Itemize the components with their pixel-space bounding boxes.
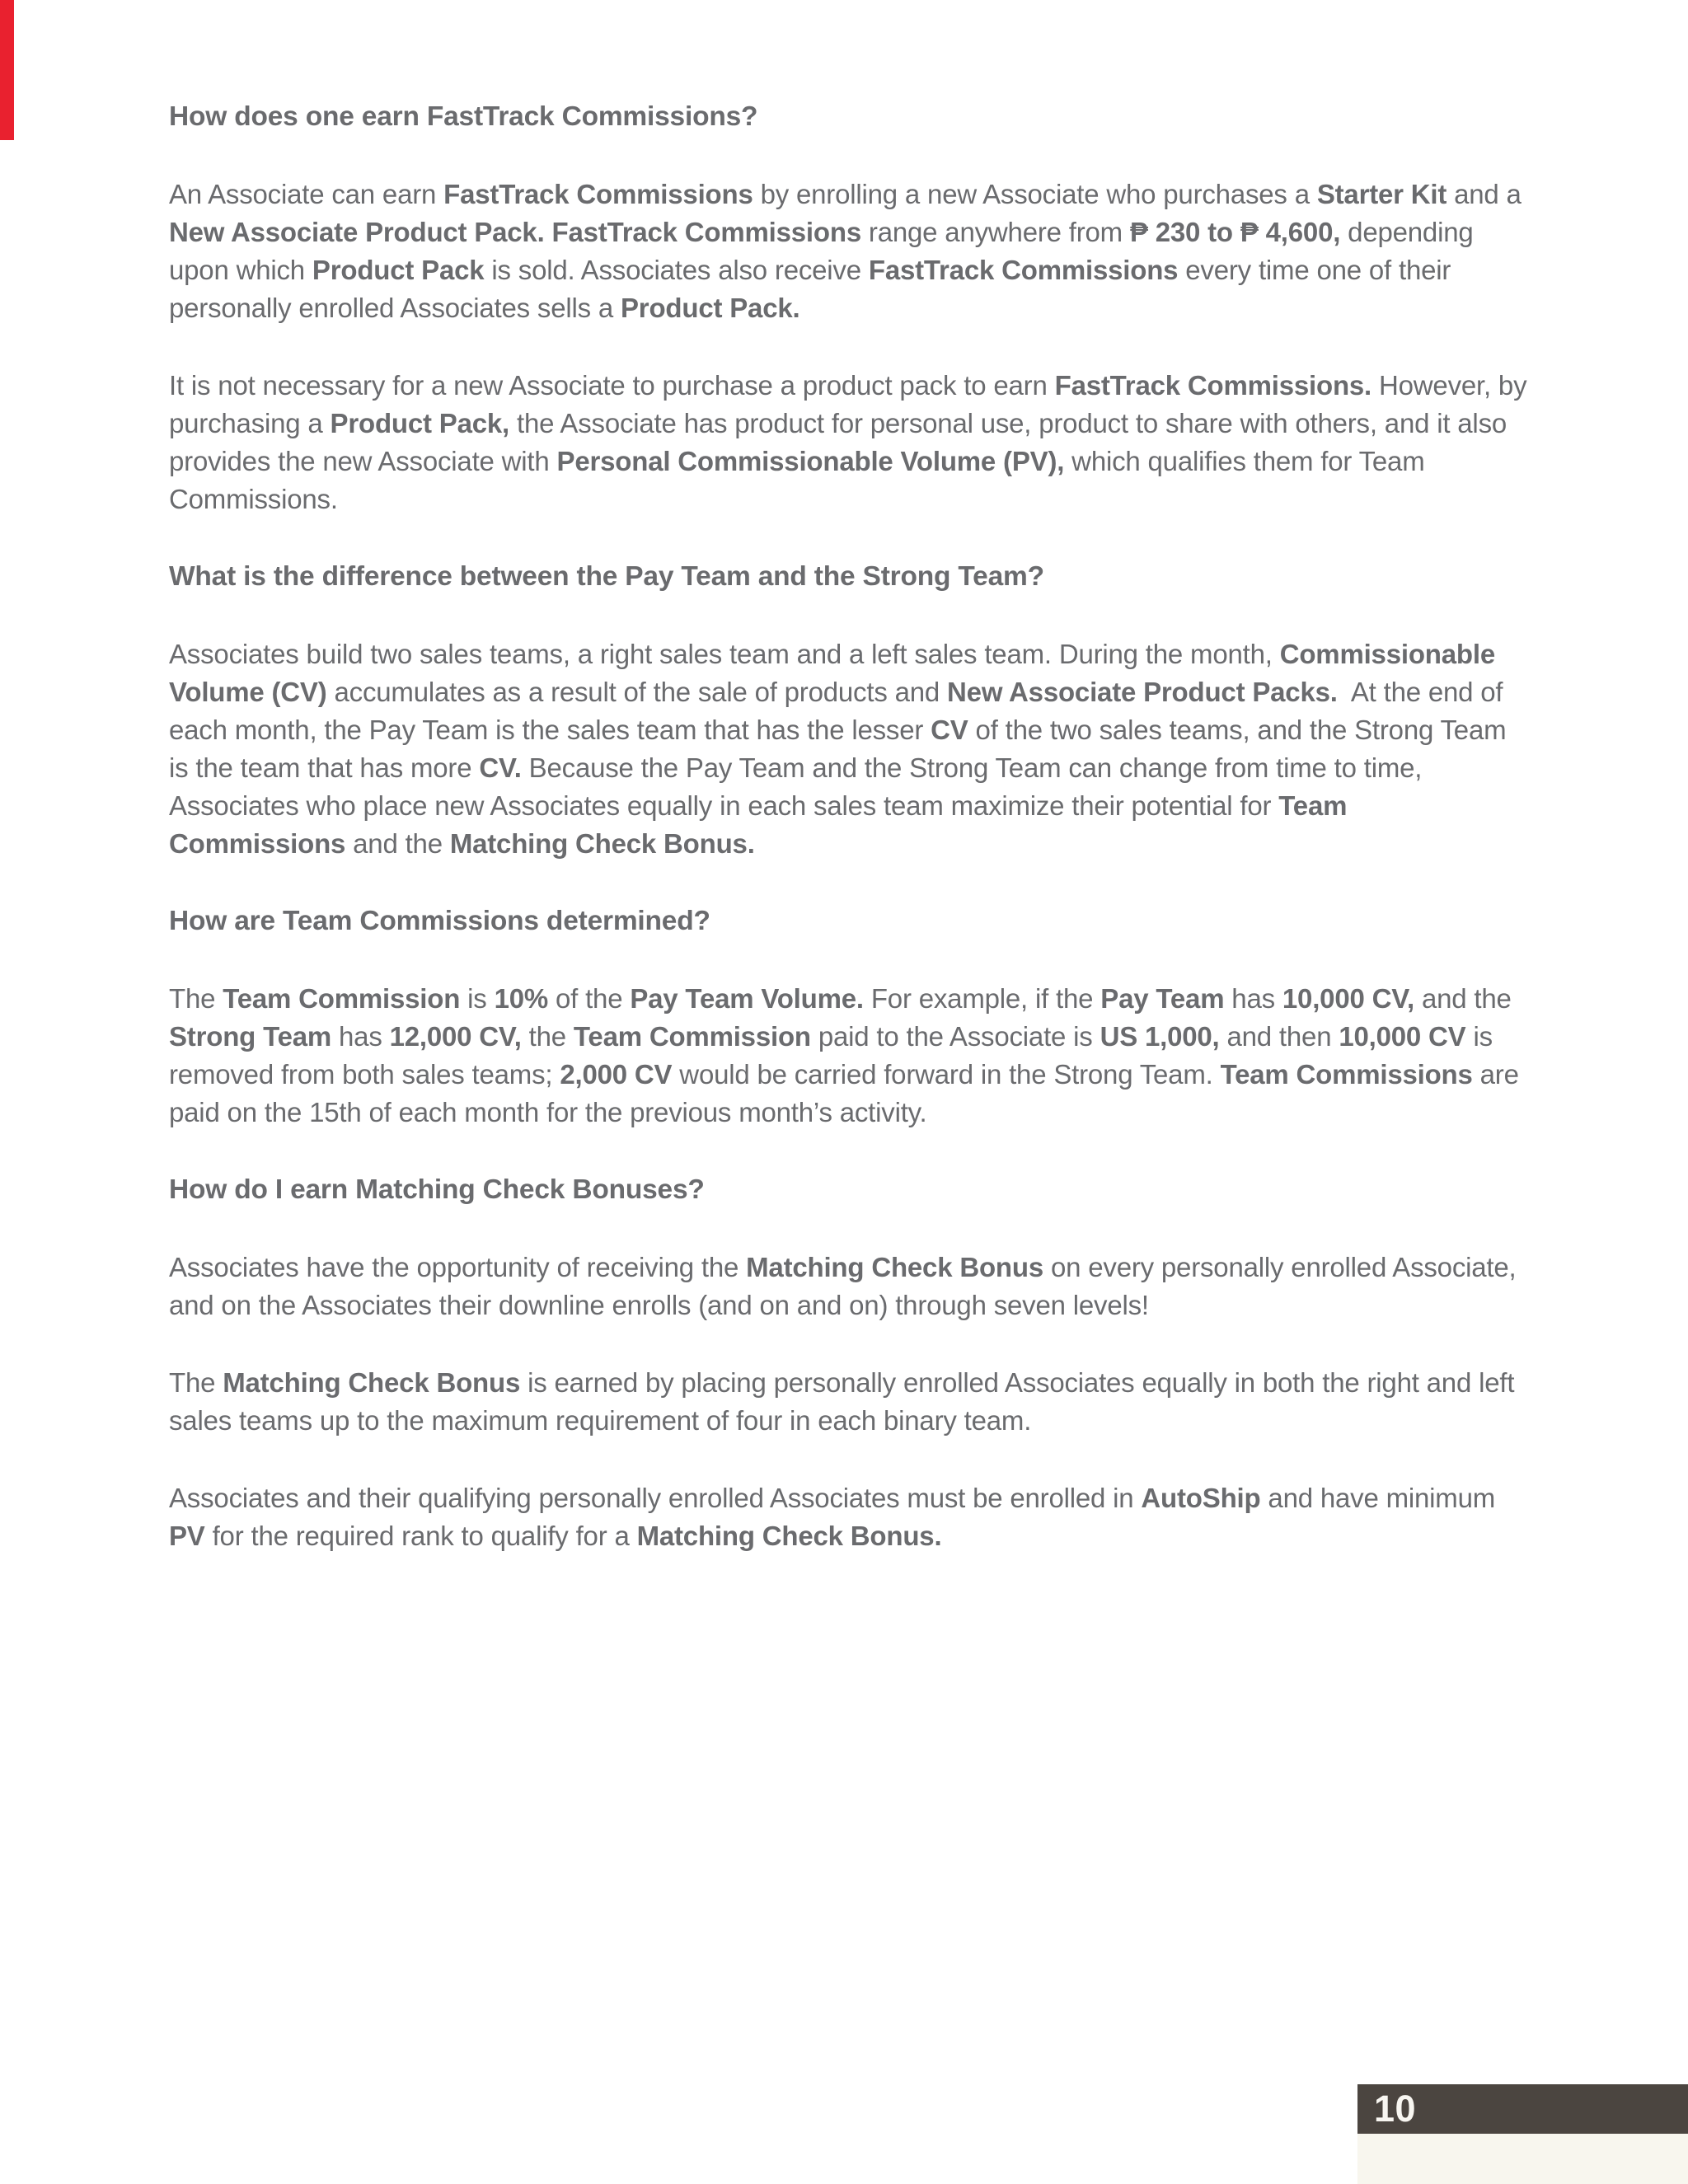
text-run: The (169, 983, 223, 1014)
text-run: Associates and their qualifying personally enrolled Associates must be enrolled in (169, 1483, 1142, 1513)
text-run: every time one of their personally enrolled Associates sells a (169, 255, 1451, 323)
bold-text-run: ₱ 230 to ₱ 4,600, (1129, 217, 1341, 247)
bold-text-run: Team Commissions (169, 790, 1348, 859)
heading-pay-team-vs-strong-team (169, 558, 1529, 596)
text-run: the (521, 1021, 574, 1052)
paragraph-matching-check-bonus-levels (169, 1249, 1529, 1324)
text-run: range anywhere from (860, 217, 1130, 247)
bold-text-run: What is the difference between the Pay Team and the Strong Team? (169, 561, 1044, 592)
bold-text-run: Team Commission (573, 1021, 811, 1052)
bold-text-run: FastTrack Commissions. (1054, 370, 1372, 401)
bold-text-run: New Associate Product Packs. (947, 677, 1338, 707)
bold-text-run: Matching Check Bonus (223, 1367, 521, 1398)
bold-text-run: Starter Kit (1316, 179, 1447, 209)
paragraph-fasttrack-earning (169, 176, 1529, 327)
text-run: The (169, 1367, 223, 1398)
bold-text-run: CV (931, 715, 968, 745)
text-run: which qualifies them for Team Commissions. (169, 446, 1425, 514)
text-run: paid to the Associate is (810, 1021, 1100, 1052)
text-run: would be carried forward in the Strong Team. (672, 1059, 1221, 1090)
bold-text-run: PV (169, 1521, 205, 1551)
page-number: 10 (1374, 2088, 1417, 2130)
bold-text-run: Team Commissions (1220, 1059, 1473, 1090)
text-run: is (460, 983, 495, 1014)
bold-text-run: New Associate Product Pack. FastTrack Commissions (169, 217, 861, 247)
text-run: is earned by placing personally enrolled Associates equally in both the right and left sales teams up to the maximum requirement of four in each binary team. (169, 1367, 1515, 1436)
bold-text-run: Matching Check Bonus (746, 1252, 1043, 1282)
bold-text-run: 12,000 CV, (389, 1021, 522, 1052)
bold-text-run: US 1,000, (1100, 1021, 1220, 1052)
text-run: and the (1414, 983, 1512, 1014)
paragraph-team-commission-example (169, 980, 1529, 1132)
text-run: For example, if the (863, 983, 1101, 1014)
paragraph-product-pack-optional (169, 367, 1529, 518)
text-run: and a (1447, 179, 1522, 209)
bold-text-run: How does one earn FastTrack Commissions? (169, 101, 758, 132)
accent-stripe (0, 0, 14, 140)
text-run: for the required rank to qualify for a (204, 1521, 637, 1551)
page-number-box (1357, 2084, 1688, 2134)
text-run: on every personally enrolled Associate, and on the Associates their downline enrolls (and on and on) through seven levels! (169, 1252, 1517, 1320)
bold-text-run: Product Pack, (330, 408, 510, 438)
heading-team-commissions-determined (169, 902, 1529, 940)
bold-text-run: Pay Team Volume. (630, 983, 864, 1014)
text-run: are paid on the 15th of each month for the previous month’s activity. (169, 1059, 1519, 1127)
text-run: An Associate can earn (169, 179, 444, 209)
bold-text-run: FastTrack Commissions (443, 179, 753, 209)
text-run: Associates have the opportunity of receiving the (169, 1252, 747, 1282)
text-run: Because the Pay Team and the Strong Team can change from time to time, Associates who place new Associates equally in each sales team maximize their potential for (169, 752, 1423, 821)
page-content (169, 98, 1529, 1595)
paragraph-two-sales-teams (169, 635, 1529, 863)
paragraph-matching-check-bonus-earning (169, 1364, 1529, 1440)
bold-text-run: FastTrack Commissions (868, 255, 1179, 285)
bold-text-run: Pay Team (1100, 983, 1225, 1014)
bold-text-run: Team Commission (223, 983, 461, 1014)
bold-text-run: Matching Check Bonus. (449, 828, 755, 859)
paragraph-autoship-requirement (169, 1479, 1529, 1555)
bold-text-run: How are Team Commissions determined? (169, 906, 710, 936)
bold-text-run: 10,000 CV, (1282, 983, 1414, 1014)
text-run: and the (345, 828, 450, 859)
bold-text-run: CV. (479, 752, 522, 783)
text-run: It is not necessary for a new Associate to purchase a product pack to earn (169, 370, 1055, 401)
bold-text-run: How do I earn Matching Check Bonuses? (169, 1174, 705, 1205)
text-run: and have minimum (1260, 1483, 1496, 1513)
bold-text-run: Strong Team (169, 1021, 332, 1052)
bold-text-run: Product Pack (312, 255, 485, 285)
text-run: is removed from both sales teams; (169, 1021, 1493, 1090)
bold-text-run: 10,000 CV (1339, 1021, 1466, 1052)
bold-text-run: Personal Commissionable Volume (PV), (556, 446, 1065, 476)
text-run: However, by purchasing a (169, 370, 1527, 438)
bold-text-run: 10% (494, 983, 549, 1014)
text-run: by enrolling a new Associate who purchases a (753, 179, 1317, 209)
text-run: has (331, 1021, 390, 1052)
text-run: Associates build two sales teams, a right sales team and a left sales team. During the month, (169, 639, 1280, 669)
bold-text-run: Product Pack. (621, 293, 800, 323)
text-run: At the end of each month, the Pay Team is the sales team that has the lesser (169, 677, 1503, 745)
bold-text-run: AutoShip (1141, 1483, 1261, 1513)
bold-text-run: Matching Check Bonus. (636, 1521, 942, 1551)
text-run: and then (1219, 1021, 1339, 1052)
text-run: accumulates as a result of the sale of products and (326, 677, 948, 707)
bold-text-run: Commissionable Volume (CV) (169, 639, 1495, 707)
text-run: has (1224, 983, 1282, 1014)
heading-matching-check-bonuses (169, 1171, 1529, 1209)
bold-text-run: 2,000 CV (560, 1059, 673, 1090)
text-run: of the two sales teams, and the Strong Team is the team that has more (169, 715, 1507, 783)
footer-shade (1357, 2134, 1688, 2184)
heading-fasttrack-commissions (169, 98, 1529, 136)
text-run: of the (548, 983, 631, 1014)
text-run: the Associate has product for personal use, product to share with others, and it also provides the new Associate with (169, 408, 1507, 476)
text-run: depending upon which (169, 217, 1474, 285)
text-run: is sold. Associates also receive (484, 255, 869, 285)
